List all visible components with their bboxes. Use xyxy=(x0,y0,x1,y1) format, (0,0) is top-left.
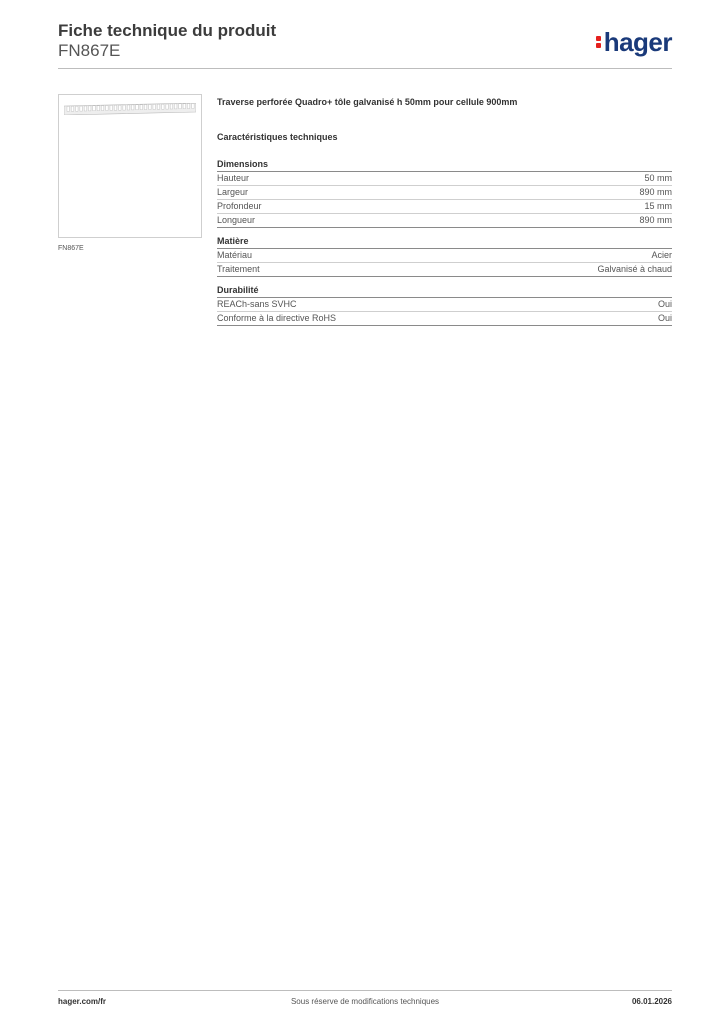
spec-row xyxy=(217,249,672,263)
spec-value: 15 mm xyxy=(644,201,672,211)
spec-row xyxy=(217,263,672,277)
footer-notice: Sous réserve de modifications techniques xyxy=(290,997,440,1006)
spec-label: Longueur xyxy=(217,215,256,225)
footer-date: 06.01.2026 xyxy=(631,997,672,1006)
spec-value: 890 mm xyxy=(639,215,672,225)
spec-label: Hauteur xyxy=(217,173,250,183)
logo-dots-icon xyxy=(596,34,602,50)
product-image xyxy=(58,94,202,238)
spec-group-title: Durabilité xyxy=(217,284,672,298)
perforated-rail-icon xyxy=(64,103,196,115)
spec-row xyxy=(217,172,672,186)
spec-label: Traitement xyxy=(217,264,260,274)
spec-label: Conforme à la directive RoHS xyxy=(217,313,337,323)
spec-value: 50 mm xyxy=(644,173,672,183)
spec-group xyxy=(217,158,672,228)
product-details xyxy=(217,96,672,333)
hager-logo xyxy=(596,27,672,58)
spec-group xyxy=(217,235,672,277)
spec-label: Matériau xyxy=(217,250,253,260)
spec-row xyxy=(217,312,672,326)
technical-heading: Caractéristiques techniques xyxy=(217,132,338,142)
page-title: Fiche technique du produit xyxy=(58,21,277,40)
footer-website: hager.com/fr xyxy=(58,997,107,1006)
spec-row xyxy=(217,186,672,200)
spec-group xyxy=(217,284,672,326)
spec-value: 890 mm xyxy=(639,187,672,197)
document-header xyxy=(58,21,276,61)
product-reference: FN867E xyxy=(58,41,121,60)
logo-text: hager xyxy=(603,27,672,57)
spec-label: REACh-sans SVHC xyxy=(217,299,297,309)
spec-value: Acier xyxy=(651,250,672,260)
spec-row xyxy=(217,214,672,228)
image-caption: FN867E xyxy=(58,245,84,252)
header-divider xyxy=(58,68,672,69)
product-description: Traverse perforée Quadro+ tôle galvanisé h 50mm pour cellule 900mm xyxy=(217,97,518,107)
spec-groups xyxy=(217,158,672,326)
spec-value: Oui xyxy=(657,313,672,323)
spec-label: Largeur xyxy=(217,187,249,197)
spec-label: Profondeur xyxy=(217,201,262,211)
spec-group-title: Matière xyxy=(217,235,672,249)
spec-value: Galvanisé à chaud xyxy=(597,264,672,274)
spec-group-title: Dimensions xyxy=(217,158,672,172)
spec-value: Oui xyxy=(657,299,672,309)
footer-divider xyxy=(58,990,672,991)
spec-row xyxy=(217,298,672,312)
spec-row xyxy=(217,200,672,214)
